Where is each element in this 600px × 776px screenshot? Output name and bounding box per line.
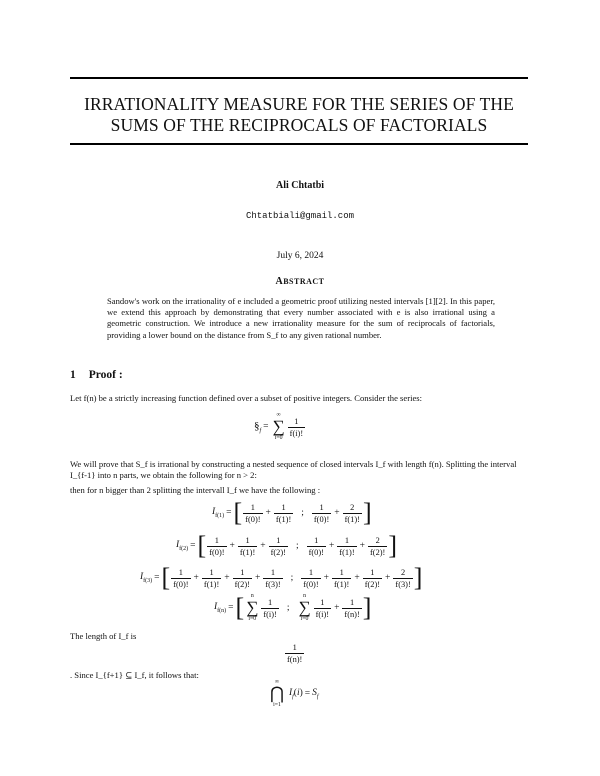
paragraph-5: . Since I_{f+1} ⊆ I_f, it follows that:	[70, 670, 199, 680]
sum-symbol: ∞ ∑ i=0	[272, 412, 285, 441]
equation-I2: $I_{f(2)}$ = [ $\frac{1}{f(0)!}$ + $\frac{1}{f(1)!}$ + $\frac{1}{f(2)!}$ ; $\frac{1}{f(0)!}$ + $\frac{1}{f(1)!}$ + $\frac{2}{f(2)!}$ ]	[176, 531, 398, 560]
paragraph-1: Let f(n) be a strictly increasing function defined over a subset of positive integers. Consider the series:	[70, 393, 422, 403]
author-name: Ali Chtatbi	[275, 180, 325, 191]
abstract-heading	[0, 276, 600, 287]
paragraph-3: then for n bigger than 2 splitting the intervall I_f we have the following :	[70, 485, 321, 495]
author-email[interactable]: Chtatbiali@gmail.com	[245, 211, 355, 221]
abstract-heading-rest: BSTRACT	[283, 277, 325, 286]
equation-intersection: ∞ ⋂ i=1 $I_f(i)$ = $S_f$	[270, 679, 319, 708]
equation-In: $I_{f(n)}$ = [ n ∑ i=0 $\frac{1}{f(i)!}$ ; n ∑ i=0 $\frac{1}{f(i)!}$ + $\frac{1}{f(n)!}$ ]	[214, 593, 372, 622]
title-line-1: IRRATIONALITY MEASURE FOR THE SERIES OF THE	[84, 94, 514, 114]
fraction: $\frac{1}{f(i)!}$	[289, 416, 304, 438]
abstract-text: Sandow's work on the irrationality of e included a geometric proof utilizing nested intervals [1][2]. In this paper, we extend this approach by demonstrating that every number associated with e is also irrational using a geometric construction. We introduce a new irrationality measure for the sum of reciprocals of factorials, providing a lower bound on the distance from S_f to any given rational number.	[107, 296, 495, 340]
equation-I3: $I_{f(3)}$ = [ $\frac{1}{f(0)!}$ + $\frac{1}{f(1)!}$ + $\frac{1}{f(2)!}$ + $\frac{1}{f(3)!}$ ; $\frac{1}{f(0)!}$ + $\frac{1}{f(1)!}$ + $\frac{1}{f(2)!}$ + $\frac{2}{f(3)!}$ ]	[140, 563, 423, 592]
equation-I1: $I_{f(1)}$ = [ $\frac{1}{f(0)!}$ + $\frac{1}{f(1)!}$ ; $\frac{1}{f(0)!}$ + $\frac{2}{f(1)!}$ ]	[212, 498, 372, 527]
abstract-heading-initial: A	[275, 276, 284, 287]
title-rule-bottom	[70, 143, 528, 145]
equation-series	[254, 412, 306, 442]
series-symbol: $\S_f$	[254, 420, 262, 434]
title-rule-top	[70, 77, 528, 79]
section-heading	[70, 369, 123, 381]
equals-sign: =	[263, 422, 269, 432]
paragraph-4: The length of I_f is	[70, 631, 137, 641]
paper-date: July 6, 2024	[276, 251, 324, 261]
series-row	[254, 412, 306, 442]
section-title: Proof :	[88, 369, 123, 381]
section-number: 1	[70, 369, 76, 381]
title-line-2: SUMS OF THE RECIPROCALS OF FACTORIALS	[110, 115, 488, 135]
paragraph-2: We will prove that S_f is irrational by constructing a nested sequence of closed intervals I_f with length f(n). Splitting the interval I_{f-1} into n parts, we obtain the following for n > 2:	[70, 459, 517, 481]
equation-length: $\frac{1}{f(n)!}$	[287, 643, 303, 664]
paper-title	[70, 94, 528, 136]
